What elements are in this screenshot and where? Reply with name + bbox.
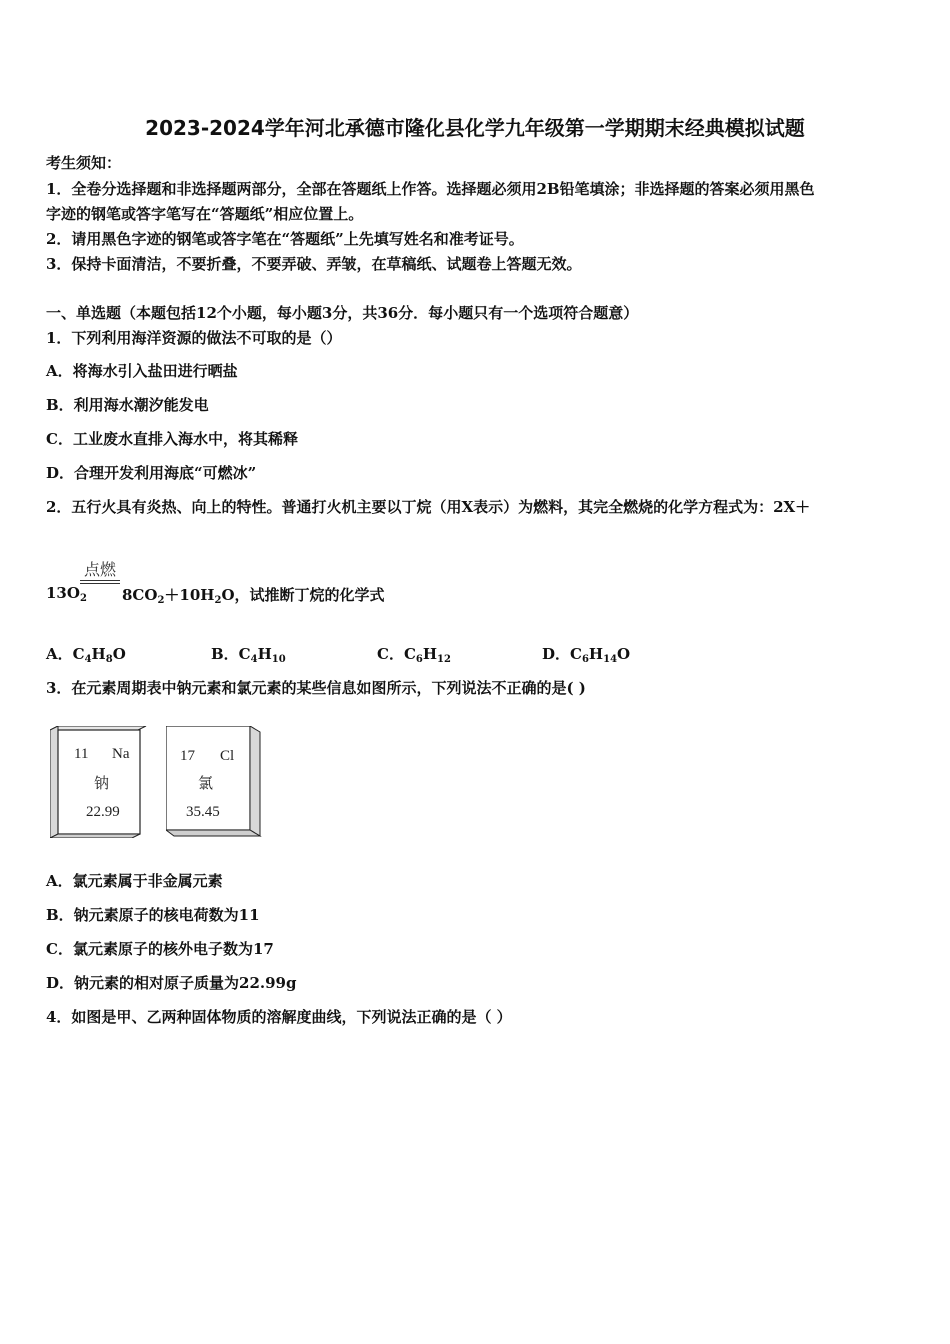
q3-stem: 3．在元素周期表中钠元素和氯元素的某些信息如图所示，下列说法不正确的是( ) [46, 679, 586, 697]
q2-equation-left: $13O_2$ [46, 584, 87, 604]
q1-stem: 1．下列利用海洋资源的做法不可取的是（） [46, 329, 342, 347]
reaction-condition: 点燃 [84, 562, 117, 579]
sodium-atomic-mass: 22.99 [86, 804, 120, 820]
chlorine-name: 氯 [198, 776, 214, 792]
q3-option-d: D．钠元素的相对原子质量为22.99g [46, 974, 297, 992]
q3-option-c: C．氯元素原子的核外电子数为17 [46, 940, 274, 958]
notice-item-3: 3．保持卡面清洁，不要折叠，不要弄破、弄皱，在草稿纸、试题卷上答题无效。 [46, 255, 582, 273]
sodium-atomic-number: 11 [74, 746, 89, 762]
q2-option-c: C．$C_6H_{12}$ [377, 645, 451, 665]
section-heading: 一、单选题（本题包括12个小题，每小题3分，共36分．每小题只有一个选项符合题意） [46, 304, 639, 322]
notice-heading: 考生须知： [46, 154, 122, 172]
chlorine-atomic-number: 17 [180, 748, 195, 764]
reaction-arrow-line-top [80, 580, 120, 581]
chlorine-symbol: Cl [220, 748, 235, 764]
q2-equation-right: $8CO_2+10H_2O$，试推断丁烷的化学式 [122, 586, 385, 606]
q2-option-d: D．$C_6H_{14}O$ [542, 645, 631, 665]
page-title: 2023-2024学年河北承德市隆化县化学九年级第一学期期末经典模拟试题 [145, 116, 805, 140]
q1-option-c: C．工业废水直排入海水中，将其稀释 [46, 430, 298, 448]
q1-option-b: B．利用海水潮汐能发电 [46, 396, 209, 414]
q1-option-a: A．将海水引入盐田进行晒盐 [46, 362, 238, 380]
chlorine-element-card [166, 726, 254, 830]
chlorine-atomic-mass: 35.45 [186, 804, 220, 820]
sodium-symbol: Na [112, 746, 130, 762]
sodium-name: 钠 [94, 776, 110, 792]
q1-option-d: D．合理开发利用海底“可燃冰” [46, 464, 257, 482]
q3-option-a: A．氯元素属于非金属元素 [46, 872, 223, 890]
notice-item-1-line-1: 1．全卷分选择题和非选择题两部分，全部在答题纸上作答。选择题必须用2B铅笔填涂；非选择题的答案必须用黑色 [46, 180, 815, 198]
q2-option-b: B．$C_4H_{10}$ [211, 645, 286, 665]
notice-item-1-line-2: 字迹的钢笔或答字笔写在“答题纸”相应位置上。 [46, 205, 364, 223]
q3-option-b: B．钠元素原子的核电荷数为11 [46, 906, 260, 924]
q2-option-a: A．$C_4H_8O$ [46, 645, 126, 665]
notice-item-2: 2．请用黑色字迹的钢笔或答字笔在“答题纸”上先填写姓名和准考证号。 [46, 230, 524, 248]
sodium-element-card [50, 726, 138, 830]
chlorine-card-frame [166, 726, 266, 838]
q2-stem: 2．五行火具有炎热、向上的特性。普通打火机主要以丁烷（用X表示）为燃料，其完全燃烧的化学方程式为：2X＋ [46, 498, 811, 516]
q4-stem: 4．如图是甲、乙两种固体物质的溶解度曲线，下列说法正确的是（ ） [46, 1008, 512, 1026]
